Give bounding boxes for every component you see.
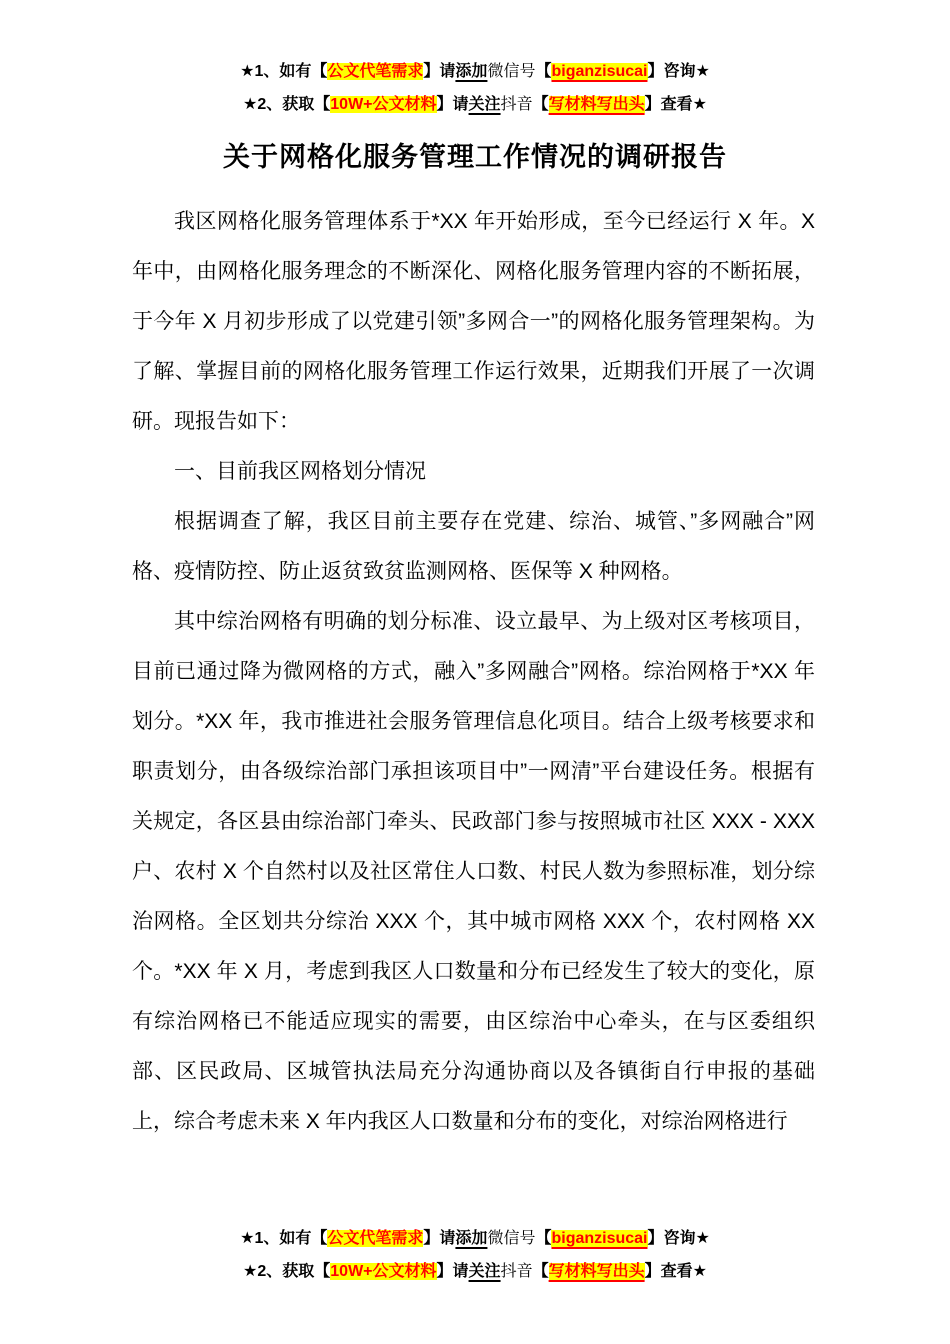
promo-text: 微信号: [487, 1230, 536, 1247]
promo-header-line-2: [0, 88, 950, 121]
paragraph-overview: 根据调查了解，我区目前主要存在党建、综治、城管、”多网融合”网格、疫情防控、防止返贫致贫监测网格、医保等 X 种网格。: [132, 510, 815, 583]
promo-text: 【: [535, 63, 552, 80]
promo-footer-line-1: [0, 1222, 950, 1255]
promo-text: 微信号: [487, 63, 536, 80]
promo-text: ★2、获取【: [243, 1263, 331, 1280]
promo-text: 】咨询★: [647, 1230, 710, 1247]
promo-highlight-material: 10W+公文材料: [330, 1263, 437, 1280]
promo-text: 】请: [423, 1230, 456, 1247]
promo-douyin-id: 写材料写出头: [548, 1263, 645, 1280]
promo-underline-add: 添加: [455, 63, 488, 80]
promo-footer: [0, 1222, 950, 1288]
promo-text: 】查看★: [644, 1263, 707, 1280]
promo-text: ★1、如有【: [240, 1230, 328, 1247]
promo-header-line-1: [0, 55, 950, 88]
promo-highlight-service: 公文代笔需求: [327, 63, 424, 80]
document-body: [132, 197, 815, 1147]
promo-wechat-id: biganzisucai: [551, 1230, 648, 1247]
paragraph-intro: 我区网格化服务管理体系于*XX 年开始形成，至今已经运行 X 年。X 年中，由网格化服务理念的不断深化、网格化服务管理内容的不断拓展，于今年 X 月初步形成了以党建引领”多网合一”的网格化服务管理架构。为了解、掌握目前的网格化服务管理工作运行效果，近期我们开展了一次调研。现报告如下：: [132, 210, 815, 433]
promo-text: 】请: [436, 1263, 469, 1280]
promo-highlight-material: 10W+公文材料: [330, 96, 437, 113]
promo-text: 】查看★: [644, 96, 707, 113]
promo-text: 】请: [423, 63, 456, 80]
promo-text: 抖音: [500, 1263, 533, 1280]
promo-highlight-service: 公文代笔需求: [327, 1230, 424, 1247]
promo-text: ★1、如有【: [240, 63, 328, 80]
promo-text: 】咨询★: [647, 63, 710, 80]
promo-text: 抖音: [500, 96, 533, 113]
promo-wechat-id: biganzisucai: [551, 63, 648, 80]
document-title: 关于网格化服务管理工作情况的调研报告: [223, 142, 727, 172]
promo-text: 【: [535, 1230, 552, 1247]
promo-text: 【: [532, 96, 549, 113]
promo-text: 】请: [436, 96, 469, 113]
promo-underline-follow: 关注: [468, 96, 501, 113]
promo-douyin-id: 写材料写出头: [548, 96, 645, 113]
section-heading-1: 一、目前我区网格划分情况: [174, 460, 426, 483]
promo-footer-line-2: [0, 1255, 950, 1288]
promo-text: ★2、获取【: [243, 96, 331, 113]
promo-underline-follow: 关注: [468, 1263, 501, 1280]
promo-text: 【: [532, 1263, 549, 1280]
paragraph-detail: 其中综治网格有明确的划分标准、设立最早、为上级对区考核项目，目前已通过降为微网格的方式，融入”多网融合”网格。综治网格于*XX 年划分。*XX 年，我市推进社会服务管理信息化项目。结合上级考核要求和职责划分，由各级综治部门承担该项目中”一网清”平台建设任务。根据有关规定，各区县由综治部门牵头、民政部门参与按照城市社区 XXX - XXX 户、农村 X 个自然村以及社区常住人口数、村民人数为参照标准，划分综治网格。全区划共分综治 XXX 个，其中城市网格 XXX 个，农村网格 XX 个。*XX 年 X 月，考虑到我区人口数量和分布已经发生了较大的变化，原有综治网格已不能适应现实的需要，由区综治中心牵头，在与区委组织部、区民政局、区城管执法局充分沟通协商以及各镇街自行申报的基础上，综合考虑未来 X 年内我区人口数量和分布的变化，对综治网格进行: [132, 610, 815, 1133]
promo-underline-add: 添加: [455, 1230, 488, 1247]
promo-header: [0, 0, 950, 121]
